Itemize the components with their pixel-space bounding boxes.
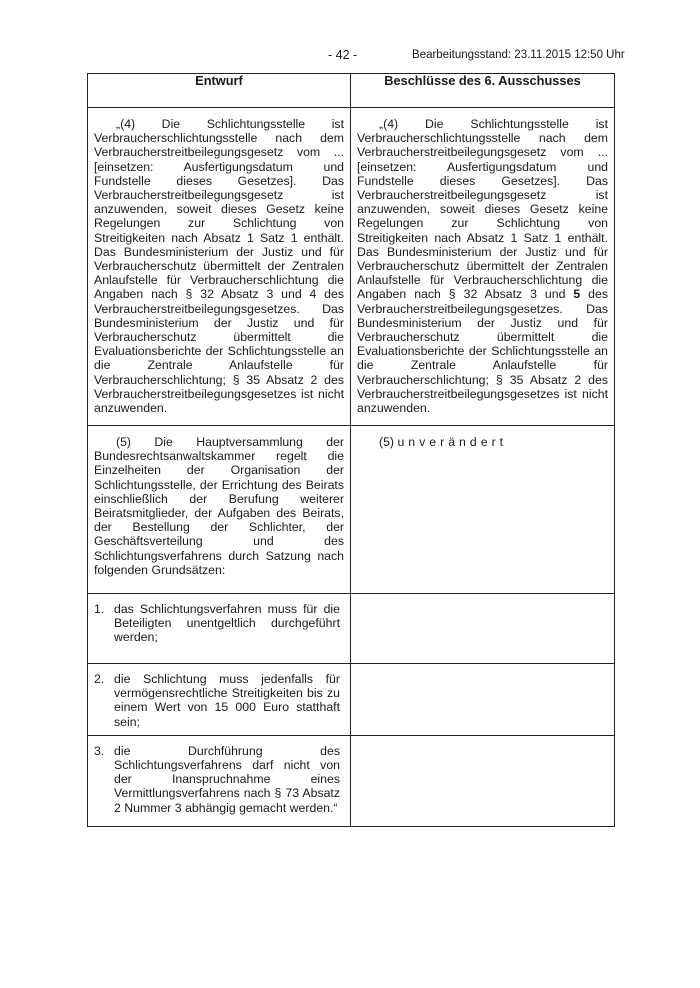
- table-row: [88, 735, 615, 826]
- committee-cell: [351, 426, 615, 594]
- committee-cell: [351, 664, 615, 736]
- list-item-text: die Durchführung des Schlichtungsverfahrens darf nicht von der Inanspruchnahme eines Vermittlungsverfahrens nach § 73 Absatz 2 Nummer 3 abhängig gemacht werden.“: [114, 743, 340, 815]
- unchanged-label: unverändert: [397, 435, 508, 449]
- committee-cell: [351, 735, 615, 826]
- list-number: 2.: [94, 672, 105, 686]
- draft-cell: [88, 664, 351, 736]
- list-item-text: das Schlichtungsverfahren muss für die Beteiligten unentgeltlich durchgeführt werden;: [114, 602, 340, 645]
- page-number: - 42 -: [328, 48, 358, 62]
- list-item-text: die Schlichtung muss jedenfalls für vermögensrechtliche Streitigkeiten bis zu einem Wert von 15 000 Euro statthaft sein;: [114, 672, 340, 729]
- draft-paragraph-5: (5) Die Hauptversammlung der Bundesrechtsanwaltskammer regelt die Einzelheiten der Organisation der Schlichtungsstelle, der Errichtung des Beirats einschließlich der Berufung weiterer Beiratsmitglieder, der Aufgaben des Beirats, der Bestellung der Schlichter, der Geschäftsverteilung und des Schlichtungsverfahrens durch Satzung nach folgenden Grundsätzen:: [94, 435, 344, 577]
- table-row: [88, 108, 615, 426]
- synopsis-table: [87, 73, 615, 827]
- table-row: [88, 664, 615, 736]
- table-row: [88, 426, 615, 594]
- committee-cell: [351, 108, 615, 426]
- column-heading-committee: Beschlüsse des 6. Ausschusses: [351, 74, 615, 108]
- page-header: [0, 48, 700, 68]
- draft-cell: [88, 735, 351, 826]
- changed-number: 5: [573, 287, 581, 302]
- committee-paragraph-5: (5) unverändert: [379, 435, 508, 449]
- draft-cell: [88, 108, 351, 426]
- list-number: 1.: [94, 602, 105, 616]
- column-heading-draft: Entwurf: [88, 74, 351, 108]
- list-number: 3.: [94, 743, 105, 758]
- committee-cell: [351, 594, 615, 664]
- committee-paragraph-4: „(4) Die Schlichtungsstelle ist Verbraucherschlichtungsstelle nach dem Verbraucherstreitbeilegungsgesetz vom ... [einsetzen: Ausfertigungsdatum und Fundstelle dieses Gesetzes]. Das Verbraucherstreitbeilegungsgesetz ist anzuwenden, soweit dieses Gesetz keine Regelungen zur Schlichtung von Streitigkeiten nach Absatz 1 Satz 1 enthält. Das Bundesministerium der Justiz und für Verbraucherschutz übermittelt der Zentralen Anlaufstelle für Verbraucherschlichtung die Angaben nach § 32 Absatz 3 und 5 des Verbraucherstreitbeilegungsgesetzes. Das Bundesministerium der Justiz und für Verbraucherschutz übermittelt die Evaluationsberichte der Schlichtungsstelle an die Zentrale Anlaufstelle für Verbraucherschlichtung; § 35 Absatz 2 des Verbraucherstreitbeilegungsgesetzes ist nicht anzuwenden.: [357, 117, 608, 416]
- draft-cell: [88, 426, 351, 594]
- revision-status: Bearbeitungsstand: 23.11.2015 12:50 Uhr: [412, 49, 625, 61]
- draft-cell: [88, 594, 351, 664]
- table-header-row: [88, 74, 615, 108]
- draft-paragraph-4: „(4) Die Schlichtungsstelle ist Verbraucherschlichtungsstelle nach dem Verbraucherstreitbeilegungsgesetz vom ... [einsetzen: Ausfertigungsdatum und Fundstelle dieses Gesetzes]. Das Verbraucherstreitbeilegungsgesetz ist anzuwenden, soweit dieses Gesetz keine Regelungen zur Schlichtung von Streitigkeiten nach Absatz 1 Satz 1 enthält. Das Bundesministerium der Justiz und für Verbraucherschutz übermittelt der Zentralen Anlaufstelle für Verbraucherschlichtung die Angaben nach § 32 Absatz 3 und 4 des Verbraucherstreitbeilegungsgesetzes. Das Bundesministerium der Justiz und für Verbraucherschutz übermittelt die Evaluationsberichte der Schlichtungsstelle an die Zentrale Anlaufstelle für Verbraucherschlichtung; § 35 Absatz 2 des Verbraucherstreitbeilegungsgesetzes ist nicht anzuwenden.: [94, 117, 344, 416]
- table-row: [88, 594, 615, 664]
